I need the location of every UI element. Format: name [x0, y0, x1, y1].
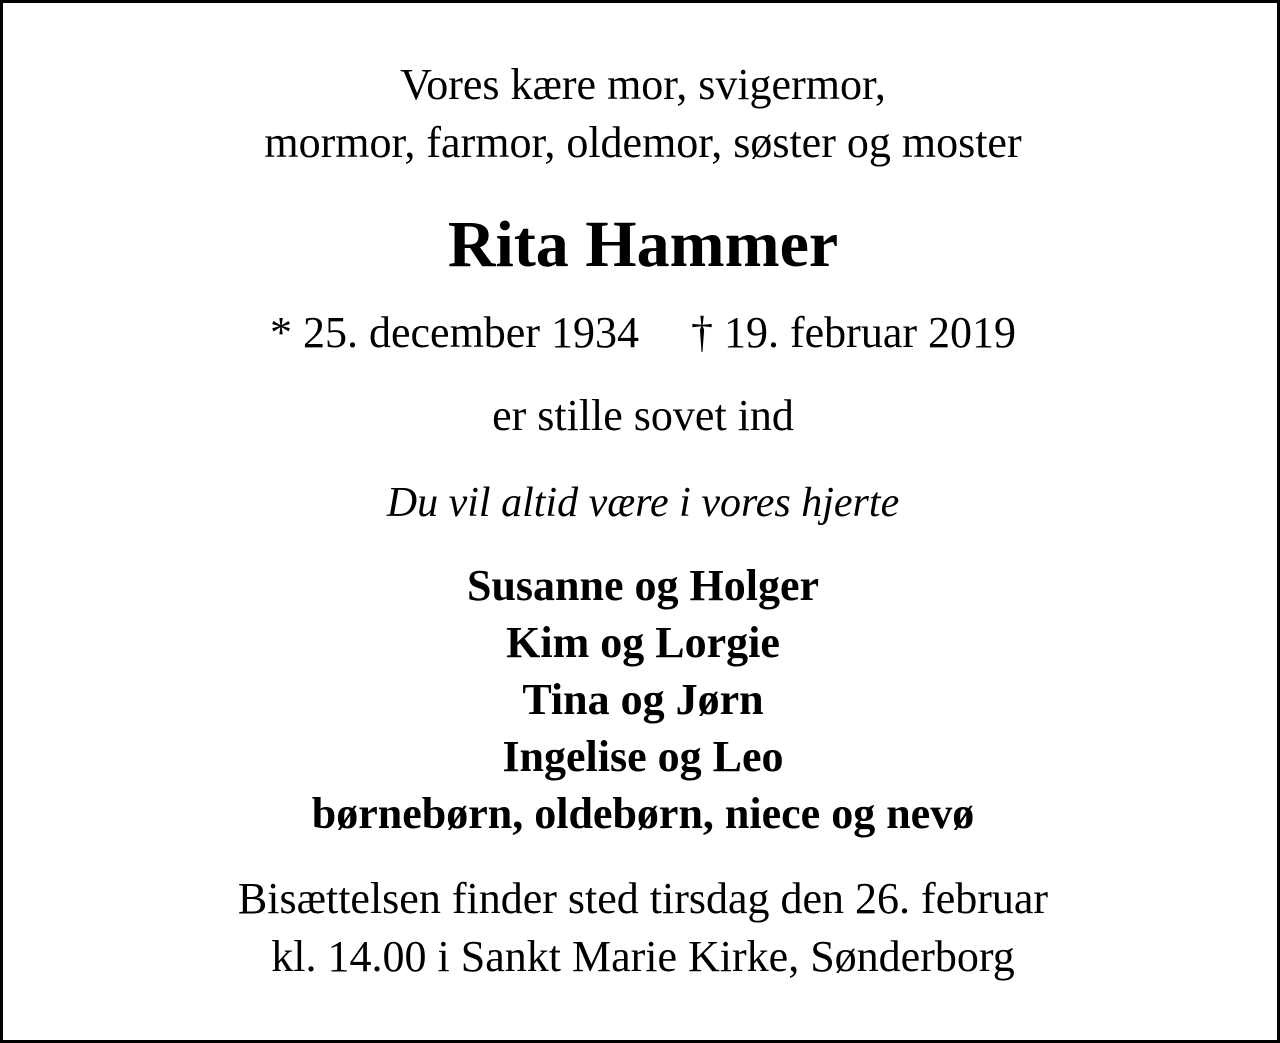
status-text: er stille sovet ind: [492, 391, 794, 440]
birth-date: * 25. december 1934: [269, 308, 639, 357]
intro-line-2: mormor, farmor, oldemor, søster og moster: [264, 118, 1022, 167]
family-line: Kim og Lorgie: [506, 618, 780, 667]
funeral-line-2: kl. 14.00 i Sankt Marie Kirke, Sønderborg: [271, 932, 1015, 981]
life-dates: [3, 303, 1280, 363]
family-line: Susanne og Holger: [466, 561, 820, 610]
death-date: † 19. februar 2019: [690, 308, 1016, 357]
deceased-name: Rita Hammer: [447, 208, 839, 281]
family-line: børnebørn, oldebørn, niece og nevø: [311, 789, 975, 838]
family-line: Tina og Jørn: [522, 675, 764, 724]
intro-line-1: Vores kære mor, svigermor,: [400, 60, 886, 109]
memorial-verse: Du vil altid være i vores hjerte: [386, 480, 900, 526]
family-line: Ingelise og Leo: [502, 732, 784, 781]
funeral-line-1: Bisættelsen finder sted tirsdag den 26. februar: [237, 874, 1049, 923]
